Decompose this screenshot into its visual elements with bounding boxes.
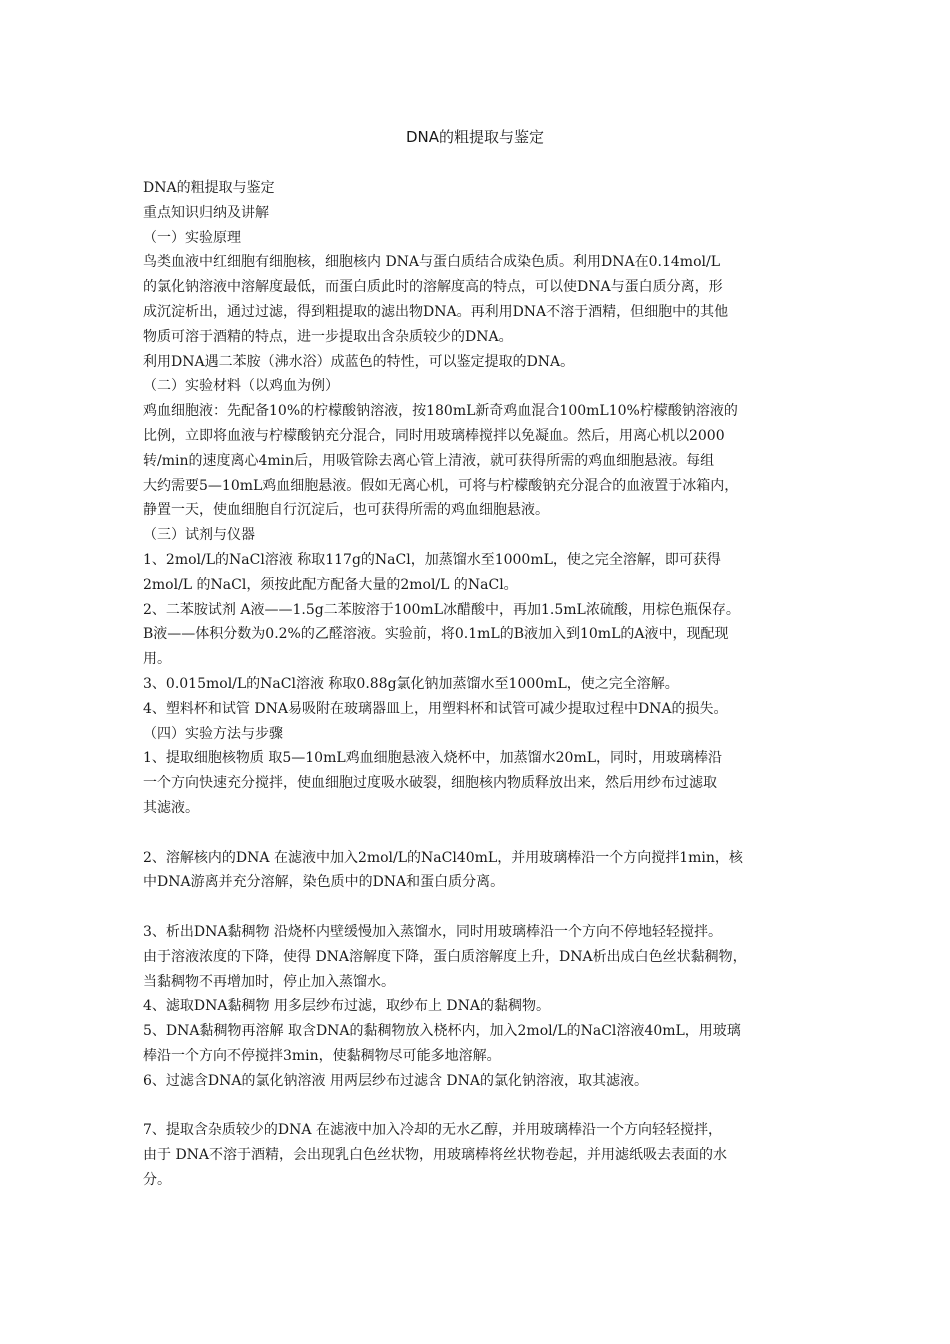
text-line: DNA的粗提取与鉴定 <box>143 180 275 196</box>
text-line: 7、提取含杂质较少的DNA 在滤液中加入冷却的无水乙醇，并用玻璃棒沿一个方向轻轻搅拌， <box>143 1122 722 1139</box>
text-line: 4、塑料杯和试管 DNA易吸附在玻璃器皿上，用塑料杯和试管可减少提取过程中DNA的损失。 <box>143 700 728 717</box>
text-line: 的氯化钠溶液中溶解度最低，而蛋白质此时的溶解度高的特点，可以使DNA与蛋白质分离，形 <box>143 279 723 296</box>
text-line: 成沉淀析出，通过过滤，得到粗提取的滤出物DNA。再利用DNA不溶于酒精，但细胞中的其他 <box>143 303 729 320</box>
text-line: 比例，立即将血液与柠檬酸钠充分混合，同时用玻璃棒搅拌以免凝血。然后，用离心机以2000 <box>143 427 725 444</box>
text-line: 1、提取细胞核物质 取5—10mL鸡血细胞悬液入烧杯中，加蒸馏水20mL，同时，用玻璃棒沿 <box>143 750 723 767</box>
text-line: 用。 <box>143 651 171 668</box>
text-line: 棒沿一个方向不停搅拌3min，使黏稠物尽可能多地溶解。 <box>143 1047 501 1064</box>
text-line: 其滤液。 <box>143 799 199 816</box>
document-body <box>143 176 813 1193</box>
text-line: 鸡血细胞液：先配备10%的柠檬酸钠溶液，按180mL新奇鸡血混合100mL10%柠檬酸钠溶液的 <box>143 403 738 420</box>
text-line: B液——体积分数为0.2%的乙醛溶液。实验前，将0.1mL的B液加入到10mL的A液中，现配现 <box>143 626 729 643</box>
text-line: 2、溶解核内的DNA 在滤液中加入2mol/L的NaCl40mL，并用玻璃棒沿一个方向搅拌1min，核 <box>143 849 743 866</box>
text-line: 4、滤取DNA黏稠物 用多层纱布过滤，取纱布上 DNA的黏稠物。 <box>143 998 550 1015</box>
text-line: 中DNA游离并充分溶解，染色质中的DNA和蛋白质分离。 <box>143 874 505 891</box>
text-line: 物质可溶于酒精的特点，进一步提取出含杂质较少的DNA。 <box>143 328 513 345</box>
document-title: DNA的粗提取与鉴定 <box>405 128 545 146</box>
text-line: 利用DNA遇二苯胺（沸水浴）成蓝色的特性，可以鉴定提取的DNA。 <box>143 353 575 370</box>
text-line: 转/min的速度离心4min后，用吸管除去离心管上清液，就可获得所需的鸡血细胞悬液。每组 <box>143 452 715 469</box>
text-line: 重点知识归纳及讲解 <box>143 204 269 221</box>
text-line: 大约需要5—10mL鸡血细胞悬液。假如无离心机，可将与柠檬酸钠充分混合的血液置于冰箱内， <box>143 477 739 494</box>
text-line: （一）实验原理 <box>143 229 241 246</box>
text-line: （二）实验材料（以鸡血为例） <box>143 378 339 395</box>
text-line: 由于溶液浓度的下降，使得 DNA溶解度下降，蛋白质溶解度上升，DNA析出成白色丝状黏稠物， <box>143 948 747 965</box>
text-line: 静置一天，使血细胞自行沉淀后，也可获得所需的鸡血细胞悬液。 <box>143 502 549 519</box>
text-line: 鸟类血液中红细胞有细胞核，细胞核内 DNA与蛋白质结合成染色质。利用DNA在0.14mol/L <box>143 254 720 271</box>
text-line: 分。 <box>143 1171 171 1188</box>
blank-line <box>143 895 813 920</box>
text-line: 5、DNA黏稠物再溶解 取含DNA的黏稠物放入桡杯内，加入2mol/L的NaCl溶液40mL，用玻璃 <box>143 1023 741 1040</box>
text-line: 3、0.015mol/L的NaCl溶液 称取0.88g氯化钠加蒸馏水至1000mL，使之完全溶解。 <box>143 675 679 692</box>
text-line: 由于 DNA不溶于酒精，会出现乳白色丝状物，用玻璃棒将丝状物卷起，并用滤纸吸去表面的水 <box>143 1147 728 1164</box>
text-line: （三）试剂与仪器 <box>143 527 255 544</box>
blank-line <box>143 821 813 846</box>
text-line: 3、析出DNA黏稠物 沿烧杯内壁缓慢加入蒸馏水，同时用玻璃棒沿一个方向不停地轻轻搅拌。 <box>143 923 722 940</box>
text-line: 2、二苯胺试剂 A液——1.5g二苯胺溶于100mL冰醋酸中，再加1.5mL浓硫酸，用棕色瓶保存。 <box>143 601 740 618</box>
text-line: 1、2mol/L的NaCl溶液 称取117g的NaCl，加蒸馏水至1000mL，使之完全溶解，即可获得 <box>143 551 721 568</box>
text-line: 2mol/L 的NaCl，须按此配方配备大量的2mol/L 的NaCl。 <box>143 576 518 593</box>
text-line: 一个方向快速充分搅拌，使血细胞过度吸水破裂，细胞核内物质释放出来，然后用纱布过滤取 <box>143 775 717 792</box>
text-line: 6、过滤含DNA的氯化钠溶液 用两层纱布过滤含 DNA的氯化钠溶液，取其滤液。 <box>143 1072 648 1089</box>
text-line: 当黏稠物不再增加时，停止加入蒸馏水。 <box>143 973 395 990</box>
blank-line <box>143 1093 813 1118</box>
text-line: （四）实验方法与步骤 <box>143 725 283 742</box>
